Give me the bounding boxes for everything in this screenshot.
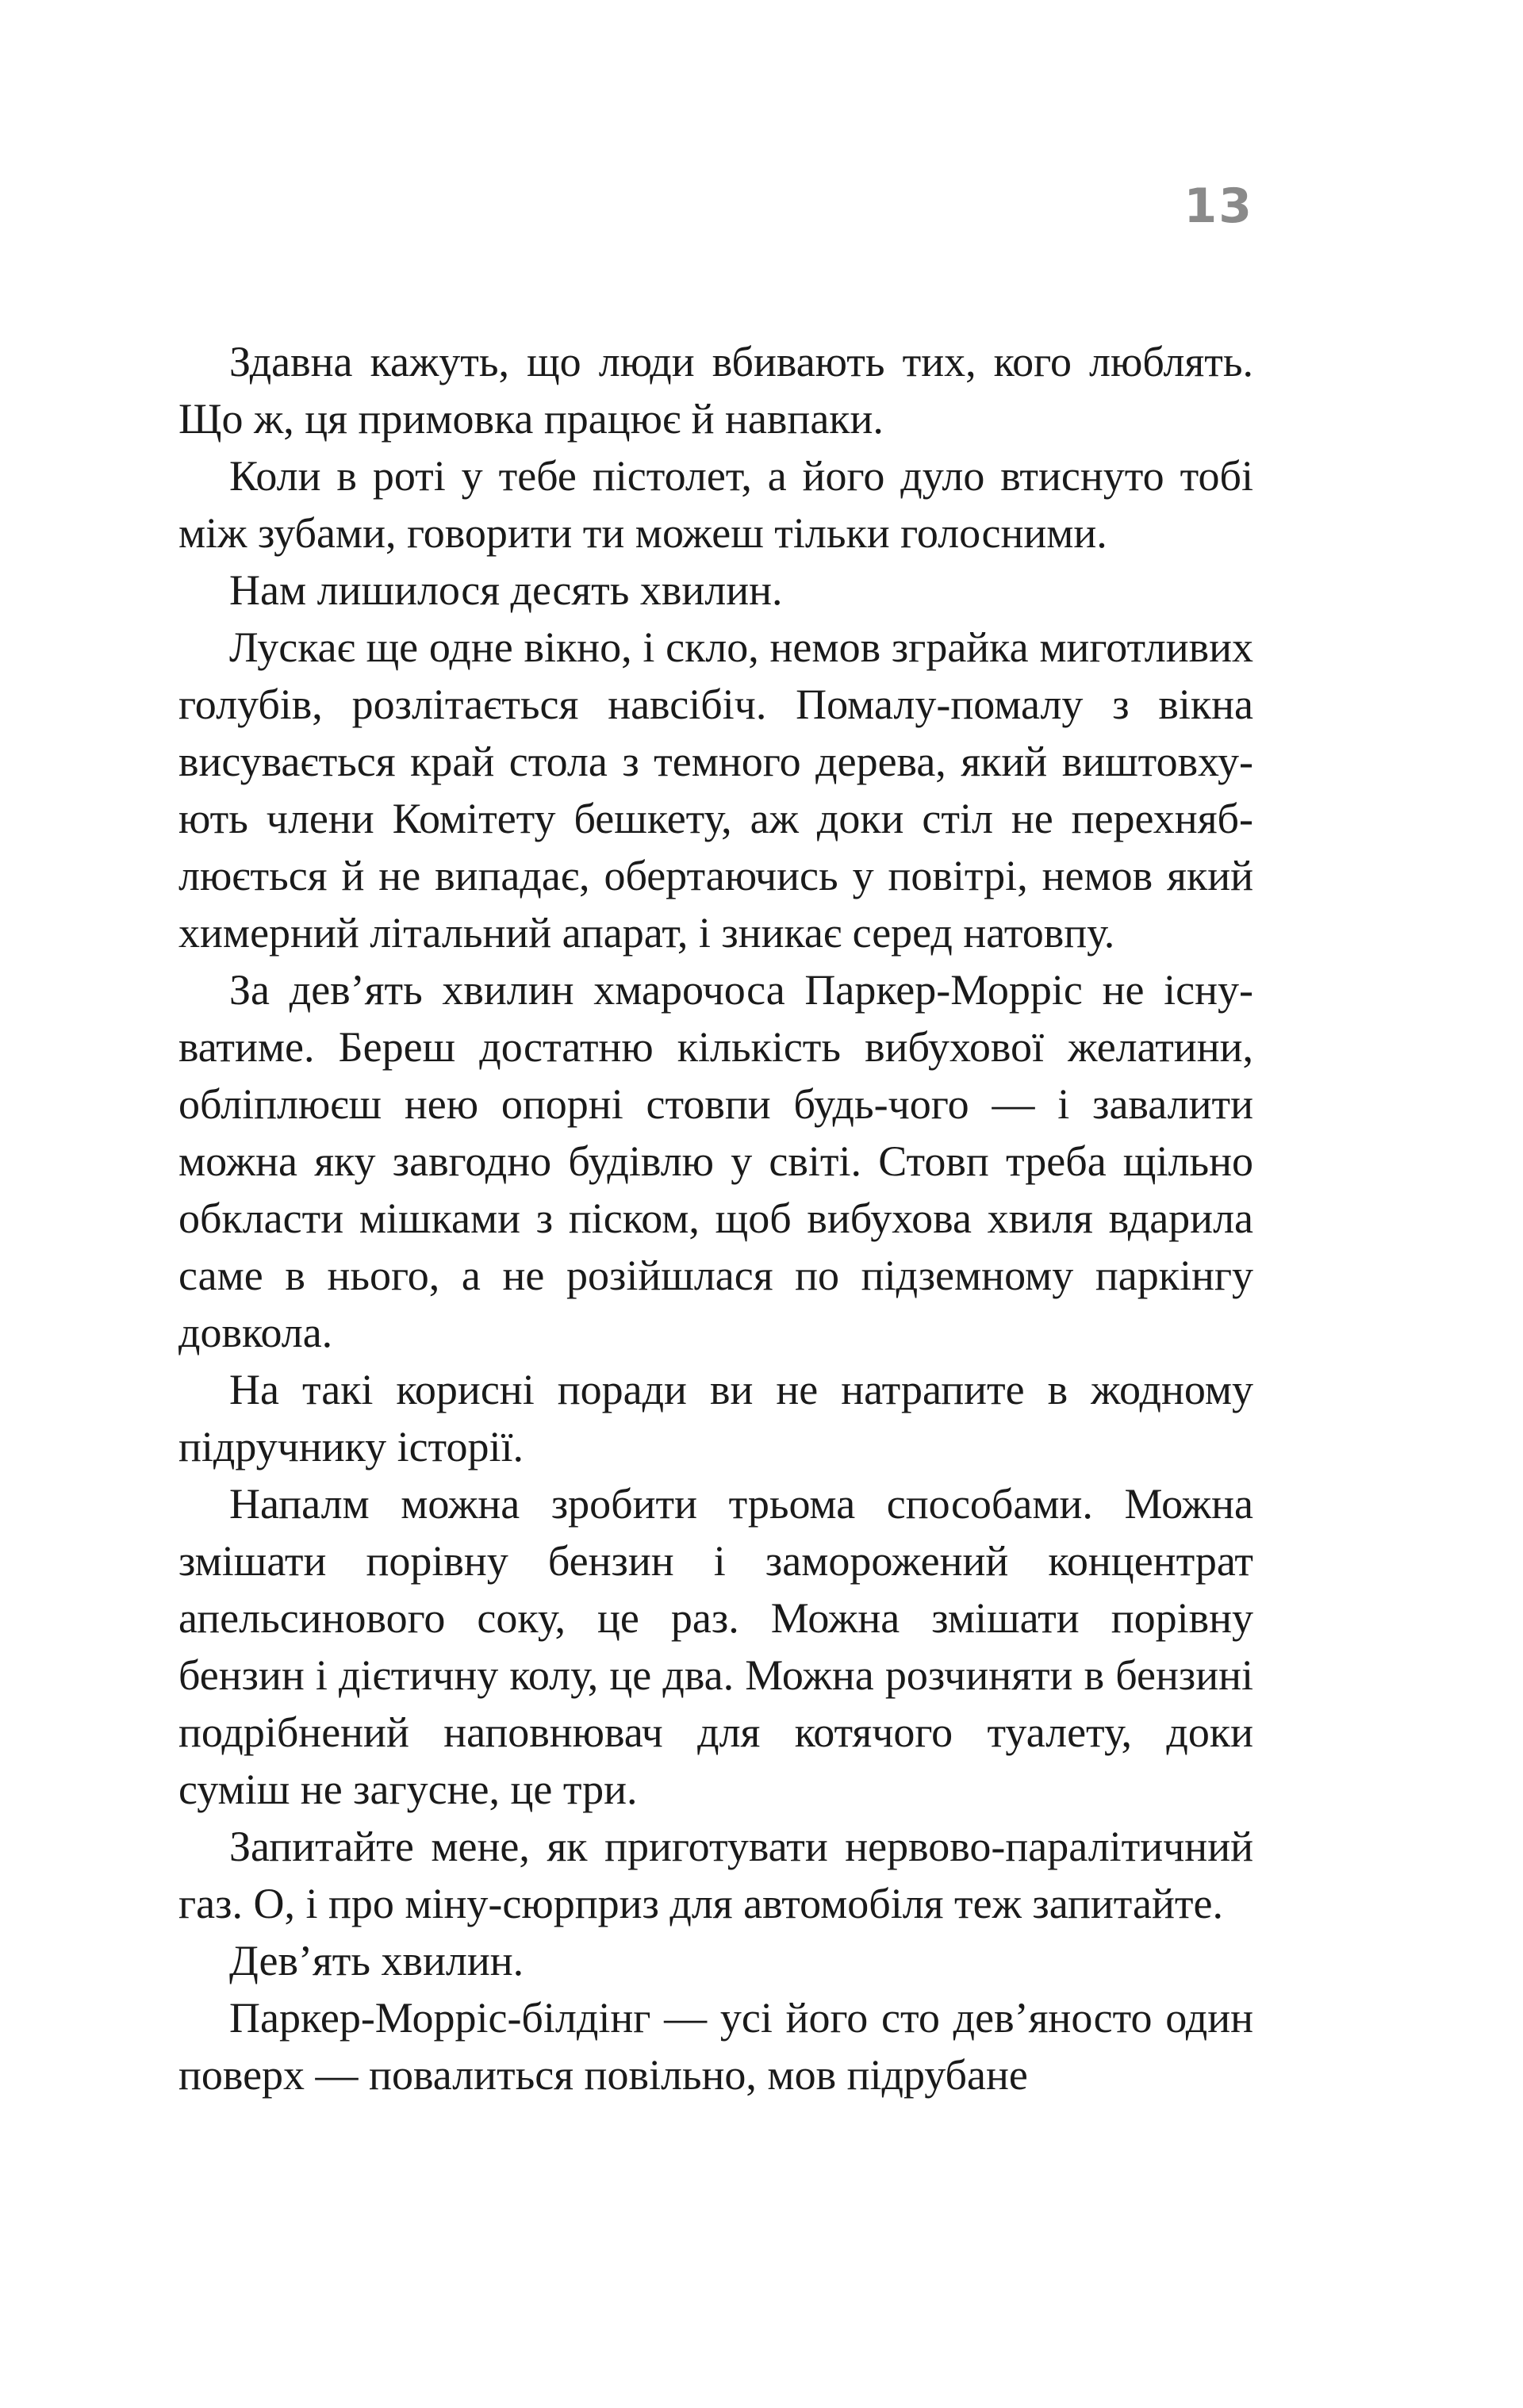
paragraph-1: Здавна кажуть, що люди вбивають тих, кого люблять. Що ж, ця примовка працює й навпаки. <box>178 338 1253 443</box>
paragraph-9: Дев’ять хвилин. <box>229 1937 524 1984</box>
paragraph-8: Запитайте мене, як приготувати нервово-паралітичний газ. О, і про міну-сюрприз для автомобіля теж запитайте. <box>178 1823 1253 1927</box>
paragraph-3: Нам лишилося десять хвилин. <box>229 566 783 614</box>
paragraph-5: За дев’ять хвилин хмарочоса Паркер-Морріс не існуватиме. Береш достатню кількість вибухової желатини, обліплюєш нею опорні стовпи будь-чого — і завалити можна яку завгодно будівлю у світі. Стовп треба щільно обкласти мішками з піском, щоб вибухова хвиля вдарила саме в нього, а не розійшлася по підземному паркінгу довкола. <box>178 966 1253 1356</box>
paragraph-10: Паркер-Морріс-білдінг — усі його сто дев’яносто один поверх — повалиться повільно, мов підрубане <box>178 1994 1253 2099</box>
body-text <box>178 333 1253 2103</box>
paragraph-4: Лускає ще одне вікно, і скло, немов зграйка миготливих голубів, розлітається навсібіч. Помалу-помалу з вікна висувається край стола з темного дерева, який виштовхують члени Комітету бешкету, аж доки стіл не перехняблюється й не випадає, обертаючись у повітрі, немов який химерний літальний апарат, і зникає серед натовпу. <box>178 623 1253 957</box>
page-number: 13 <box>1183 178 1253 234</box>
paragraph-7: Напалм можна зробити трьома способами. Можна змішати порівну бензин і заморожений концентрат апельсинового соку, це раз. Можна змішати порівну бензин і дієтичну колу, це два. Можна розчиняти в бензині подрібнений наповнювач для котячого туалету, доки суміш не загусне, це три. <box>178 1480 1253 1813</box>
paragraph-2: Коли в роті у тебе пістолет, а його дуло втиснуто тобі між зубами, говорити ти можеш тільки голосними. <box>178 452 1253 557</box>
paragraph-6: На такі корисні поради ви не натрапите в жодному підручнику історії. <box>178 1366 1253 1470</box>
